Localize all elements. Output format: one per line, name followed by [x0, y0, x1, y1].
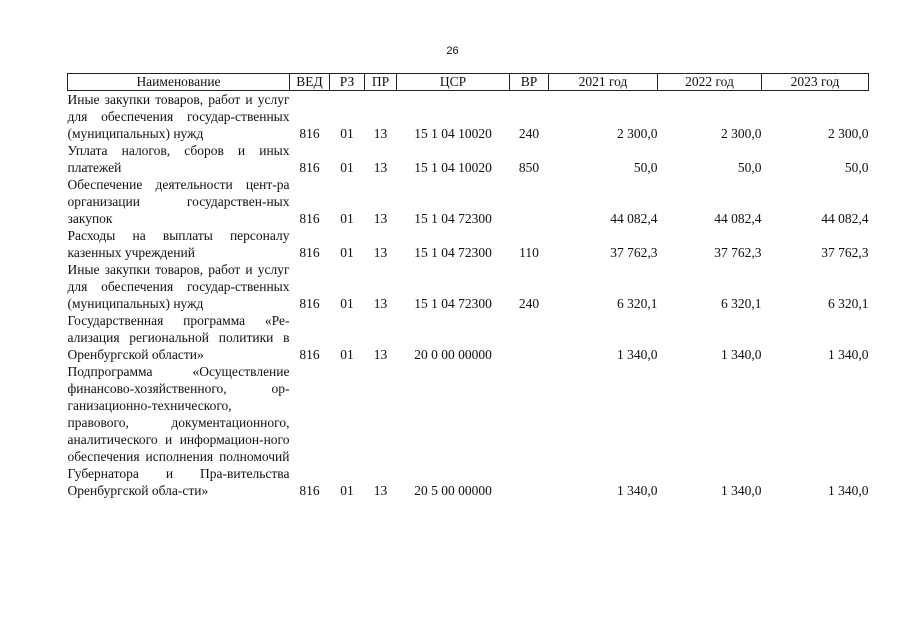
row-2023: 1 340,0 — [828, 347, 869, 362]
row-name: Иные закупки товаров, работ и услуг для обеспечения государ-ственных (муниципальных) нужд — [67, 92, 290, 141]
row-name: Иные закупки товаров, работ и услуг для обеспечения государ-ственных (муниципальных) нужд — [67, 262, 290, 311]
row-name: Подпрограмма «Осуществление финансово-хозяйственного, ор-ганизационно-технического, правового, документационного, аналитического и информацион-ного обеспечения исполнения полномочий Губернатора и Пра-вительства Оренбургской обла-сти» — [67, 364, 290, 498]
row-ved: 816 — [299, 347, 320, 362]
row-rz: 01 — [340, 347, 354, 362]
row-csr: 15 1 04 72300 — [414, 296, 492, 311]
row-rz: 01 — [340, 245, 354, 260]
row-csr: 15 1 04 10020 — [414, 126, 492, 141]
row-2021: 1 340,0 — [617, 483, 658, 498]
header-2022: 2022 год — [658, 74, 762, 91]
row-rz: 01 — [340, 160, 354, 175]
row-pr: 13 — [373, 160, 388, 175]
row-ved: 816 — [299, 160, 320, 175]
row-vr — [510, 363, 549, 499]
row-pr: 13 — [373, 245, 388, 260]
row-ved: 816 — [299, 211, 320, 226]
row-2021: 37 762,3 — [610, 245, 658, 260]
table-row — [68, 261, 869, 312]
row-csr: 20 5 00 00000 — [414, 483, 492, 498]
row-2023: 1 340,0 — [828, 483, 869, 498]
table-row — [68, 142, 869, 176]
header-2021: 2021 год — [549, 74, 658, 91]
row-2022: 1 340,0 — [721, 483, 762, 498]
row-vr: 240 — [518, 296, 540, 311]
row-pr: 13 — [373, 347, 388, 362]
row-ved: 816 — [299, 126, 320, 141]
row-2022: 6 320,1 — [721, 296, 762, 311]
row-name: Обеспечение деятельности цент-ра организации государствен-ных закупок — [67, 177, 290, 226]
row-2022: 1 340,0 — [721, 347, 762, 362]
row-2023: 37 762,3 — [821, 245, 869, 260]
row-2023: 50,0 — [844, 160, 869, 175]
row-vr: 110 — [519, 245, 539, 260]
table-row — [68, 91, 869, 143]
row-pr: 13 — [373, 296, 388, 311]
row-2022: 50,0 — [737, 160, 762, 175]
row-ved: 816 — [299, 245, 320, 260]
row-name: Государственная программа «Ре-ализация региональной политики в Оренбургской области» — [67, 313, 290, 362]
row-vr — [510, 176, 549, 227]
row-2021: 6 320,1 — [617, 296, 658, 311]
row-csr: 20 0 00 00000 — [414, 347, 492, 362]
header-vr: ВР — [510, 74, 549, 91]
table-header-row — [68, 74, 869, 91]
row-pr: 13 — [373, 126, 388, 141]
row-csr: 15 1 04 72300 — [414, 245, 492, 260]
row-rz: 01 — [340, 296, 354, 311]
header-pr: ПР — [365, 74, 397, 91]
header-rz: РЗ — [330, 74, 365, 91]
page-number: 26 — [446, 45, 459, 57]
header-ved: ВЕД — [290, 74, 330, 91]
row-2022: 37 762,3 — [714, 245, 762, 260]
row-2021: 1 340,0 — [617, 347, 658, 362]
row-2021: 2 300,0 — [617, 126, 658, 141]
row-name: Расходы на выплаты персоналу казенных учреждений — [67, 228, 290, 260]
row-rz: 01 — [340, 211, 354, 226]
row-2022: 2 300,0 — [721, 126, 762, 141]
budget-table — [67, 73, 869, 499]
row-vr — [510, 312, 549, 363]
table-row — [68, 312, 869, 363]
row-2023: 44 082,4 — [821, 211, 869, 226]
row-vr: 240 — [518, 126, 540, 141]
row-rz: 01 — [340, 483, 354, 498]
row-pr: 13 — [373, 483, 388, 498]
row-2021: 44 082,4 — [610, 211, 658, 226]
row-csr: 15 1 04 72300 — [414, 211, 492, 226]
header-2023: 2023 год — [762, 74, 869, 91]
header-name: Наименование — [68, 74, 290, 91]
header-csr: ЦСР — [397, 74, 510, 91]
row-csr: 15 1 04 10020 — [414, 160, 492, 175]
row-2023: 2 300,0 — [828, 126, 869, 141]
row-ved: 816 — [299, 483, 320, 498]
row-vr: 850 — [518, 160, 540, 175]
table-row — [68, 176, 869, 227]
row-2021: 50,0 — [633, 160, 658, 175]
row-name: Уплата налогов, сборов и иных платежей — [67, 143, 290, 175]
row-ved: 816 — [299, 296, 320, 311]
row-2022: 44 082,4 — [714, 211, 762, 226]
table-row — [68, 363, 869, 499]
row-rz: 01 — [340, 126, 354, 141]
row-pr: 13 — [373, 211, 388, 226]
row-2023: 6 320,1 — [828, 296, 869, 311]
table-row — [68, 227, 869, 261]
